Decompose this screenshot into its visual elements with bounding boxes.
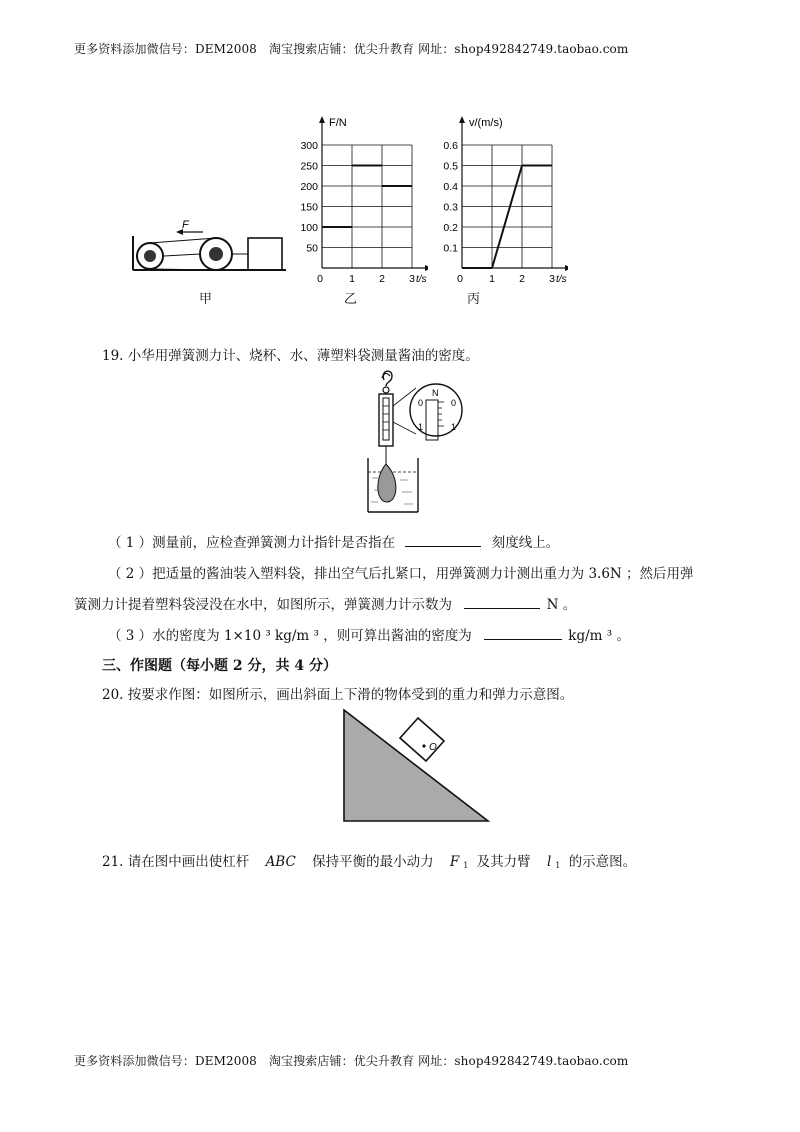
q19-part3-text: （ 3 ）水的密度为 1×10 ³ kg/m ³ ，则可算出酱油的密度为 [108, 628, 472, 644]
velocity-chart-y-tick-label: 0.1 [443, 242, 458, 255]
q21-l: l [546, 854, 552, 870]
q19-stem: 19. 小华用弹簧测力计、烧杯、水、薄塑料袋测量酱油的密度。 [102, 348, 479, 364]
q19-part2-text: 簧测力计提着塑料袋浸没在水中，如图所示，弹簧测力计示数为 [74, 597, 452, 613]
force-chart-y-tick-label: 150 [300, 201, 318, 214]
velocity-chart-y-axis-arrow [459, 116, 465, 123]
q19-part1-tail: 刻度线上。 [491, 535, 560, 551]
q19-part3 [108, 624, 630, 644]
page-header: 更多资料添加微信号：DEM2008 淘宝搜索店铺：优尖升教育 网址：shop492842749.taobao.com [74, 42, 629, 56]
velocity-chart-x-tick-label: 3 [549, 273, 555, 285]
q19-part2-line2 [74, 593, 576, 613]
point-O-label: O [429, 742, 437, 753]
scale-zero-left: 0 [418, 398, 424, 408]
force-F-label: F [182, 219, 189, 231]
force-chart-x-tick-label: 3 [409, 273, 415, 285]
q19-part2-blank[interactable] [464, 596, 540, 609]
force-chart-y-tick-label: 250 [300, 160, 318, 173]
caption-jia: 甲 [199, 292, 213, 307]
scale-unit: N [432, 388, 439, 398]
q21-text-d: 的示意图。 [568, 854, 637, 870]
velocity-chart-x-axis-label: t/s [556, 274, 567, 285]
velocity-chart-y-tick-label: 0.5 [443, 160, 458, 173]
pulley-diagram [128, 212, 290, 280]
page-footer: 更多资料添加微信号：DEM2008 淘宝搜索店铺：优尖升教育 网址：shop492842749.taobao.com [74, 1054, 629, 1068]
force-chart-y-tick-label: 300 [300, 140, 318, 152]
q19-part1-blank[interactable] [405, 534, 481, 547]
force-chart-x-tick-label: 2 [379, 273, 385, 285]
q19-part3-tail: kg/m ³ 。 [568, 628, 630, 644]
caption-yi: 乙 [344, 292, 358, 307]
velocity-chart-x-axis-arrow [565, 265, 568, 271]
force-chart-x-axis-label: t/s [416, 274, 427, 285]
velocity-chart-x-tick-label: 0 [457, 273, 463, 285]
caption-bing: 丙 [467, 292, 481, 307]
force-chart-y-axis-label: F/N [329, 117, 347, 129]
force-chart-y-axis-arrow [319, 116, 325, 123]
q21-text-c: 及其力臂 [476, 854, 531, 870]
force-chart-y-tick-label: 50 [306, 242, 318, 255]
chart-velocity-time-svg [428, 112, 568, 288]
q21-f-sub: 1 [463, 861, 469, 870]
q19-part1-text: （ 1 ）测量前，应检查弹簧测力计指针是否指在 [108, 535, 396, 551]
section-title-drawing: 三、作图题（每小题 2 分，共 4 分） [102, 658, 337, 674]
velocity-chart-y-axis-label: v/(m/s) [469, 117, 503, 129]
velocity-chart-y-tick-label: 0.6 [443, 140, 458, 152]
chart-force-time [288, 112, 428, 292]
velocity-chart-y-tick-label: 0.4 [443, 181, 458, 193]
q19-part2-line1: （ 2 ）把适量的酱油装入塑料袋，排出空气后扎紧口，用弹簧测力计测出重力为 3.6N ；然后用弹 [108, 566, 694, 582]
force-chart-y-tick-label: 100 [300, 222, 318, 234]
force-chart-x-tick-label: 1 [349, 273, 355, 285]
q19-part2-tail: N 。 [546, 597, 577, 613]
chart-velocity-time [428, 112, 568, 292]
scale-zero-right: 0 [451, 398, 457, 408]
incline-diagram [342, 708, 492, 828]
q21-abc: ABC [265, 854, 296, 870]
chart-force-time-svg [288, 112, 428, 288]
q21-text-b: 保持平衡的最小动力 [312, 854, 434, 870]
q19-part3-blank[interactable] [484, 627, 562, 640]
force-chart-y-tick-label: 200 [300, 181, 318, 193]
q21-l-sub: 1 [555, 861, 561, 870]
q20-stem: 20. 按要求作图：如图所示，画出斜面上下滑的物体受到的重力和弹力示意图。 [102, 687, 574, 703]
q19-part1 [108, 531, 559, 551]
q21-text-a: 21. 请在图中画出使杠杆 [102, 854, 250, 870]
velocity-chart-x-tick-label: 1 [489, 273, 495, 285]
scale-one-right: 1 [451, 422, 457, 432]
velocity-chart-data-segment [492, 166, 522, 269]
spring-scale-figure [362, 366, 468, 522]
force-chart-x-tick-label: 0 [317, 273, 323, 285]
scale-one-left: 1 [418, 422, 424, 432]
q21-stem [102, 850, 636, 870]
velocity-chart-y-tick-label: 0.2 [443, 222, 458, 234]
q21-f: F [449, 854, 460, 870]
velocity-chart-y-tick-label: 0.3 [443, 201, 458, 214]
velocity-chart-x-tick-label: 2 [519, 273, 525, 285]
